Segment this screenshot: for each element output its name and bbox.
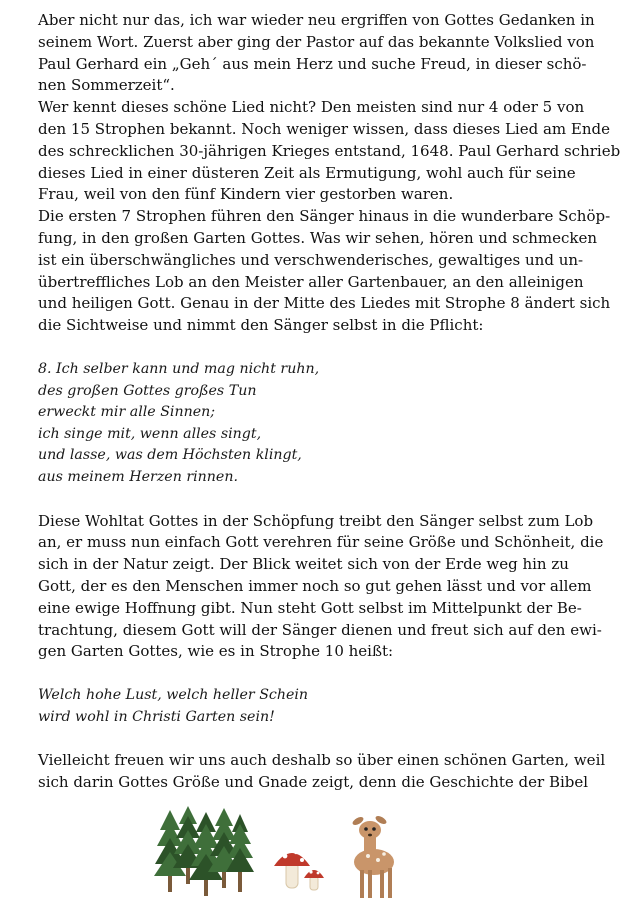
spacer: [38, 663, 578, 685]
spacer: [38, 728, 578, 750]
text-line: die Sichtweise und nimmt den Sänger selbst in die Pflicht:: [38, 316, 484, 335]
closing-paragraph: [38, 750, 606, 794]
verse-line: erweckt mir alle Sinnen;: [38, 404, 216, 421]
verse-line: wird wohl in Christi Garten sein!: [38, 708, 275, 725]
text-line: Diese Wohltat Gottes in der Schöpfung treibt den Sänger selbst zum Lob: [38, 511, 594, 530]
text-line: Frau, weil von den fünf Kindern vier gestorben waren.: [38, 185, 454, 204]
text-line: Die ersten 7 Strophen führen den Sänger hinaus in die wunderbare Schöp-: [38, 207, 611, 226]
verse-line: 8. Ich selber kann und mag nicht ruhn,: [38, 360, 320, 377]
verse-strophe-10: [38, 685, 578, 728]
nature-illustration: [150, 806, 450, 902]
text-line: Vielleicht freuen wir uns auch deshalb so über einen schönen Garten, weil: [38, 751, 606, 770]
mushrooms-icon: [274, 850, 324, 890]
document-page: [38, 10, 621, 794]
text-line: des schrecklichen 30-jährigen Krieges entstand, 1648. Paul Gerhard schrieb: [38, 141, 621, 160]
text-line: und heiligen Gott. Genau in der Mitte des Liedes mit Strophe 8 ändert sich: [38, 294, 611, 313]
text-line: sich in der Natur zeigt. Der Blick weitet sich von der Erde weg hin zu: [38, 555, 569, 574]
text-line: nen Sommerzeit“.: [38, 76, 175, 95]
spacer: [38, 489, 578, 511]
pine-trees-icon: [154, 806, 254, 896]
text-line: fung, in den großen Garten Gottes. Was wir sehen, hören und schmecken: [38, 228, 598, 247]
spacer: [38, 337, 578, 359]
middle-paragraph: [38, 511, 604, 664]
intro-paragraph: [38, 10, 621, 337]
text-line: übertreffliches Lob an den Meister aller Gartenbauer, an den alleinigen: [38, 272, 584, 291]
text-line: ist ein überschwängliches und verschwenderisches, gewaltiges und un-: [38, 250, 584, 269]
text-line: den 15 Strophen bekannt. Noch weniger wissen, dass dieses Lied am Ende: [38, 119, 610, 138]
text-line: trachtung, diesem Gott will der Sänger dienen und freut sich auf den ewi-: [38, 620, 602, 639]
verse-strophe-8: [38, 359, 578, 489]
verse-line: aus meinem Herzen rinnen.: [38, 468, 238, 485]
text-line: sich darin Gottes Größe und Gnade zeigt, denn die Geschichte der Bibel: [38, 773, 589, 792]
text-line: seinem Wort. Zuerst aber ging der Pastor auf das bekannte Volkslied von: [38, 32, 595, 51]
illustration-svg: [150, 806, 450, 902]
fawn-icon: [351, 814, 394, 898]
text-line: Wer kennt dieses schöne Lied nicht? Den meisten sind nur 4 oder 5 von: [38, 98, 585, 117]
text-line: Gott, der es den Menschen immer noch so gut gehen lässt und vor allem: [38, 576, 592, 595]
verse-line: des großen Gottes großes Tun: [38, 382, 257, 399]
text-line: Paul Gerhard ein „Geh´ aus mein Herz und suche Freud, in dieser schö-: [38, 54, 587, 73]
text-line: gen Garten Gottes, wie es in Strophe 10 heißt:: [38, 642, 394, 661]
text-line: Aber nicht nur das, ich war wieder neu ergriffen von Gottes Gedanken in: [38, 11, 595, 29]
verse-line: und lasse, was dem Höchsten klingt,: [38, 447, 302, 464]
text-line: dieses Lied in einer düsteren Zeit als Ermutigung, wohl auch für seine: [38, 163, 576, 182]
verse-line: ich singe mit, wenn alles singt,: [38, 425, 262, 442]
text-line: an, er muss nun einfach Gott verehren für seine Größe und Schönheit, die: [38, 533, 604, 552]
verse-line: Welch hohe Lust, welch heller Schein: [38, 687, 309, 704]
text-line: eine ewige Hoffnung gibt. Nun steht Gott selbst im Mittelpunkt der Be-: [38, 598, 582, 617]
